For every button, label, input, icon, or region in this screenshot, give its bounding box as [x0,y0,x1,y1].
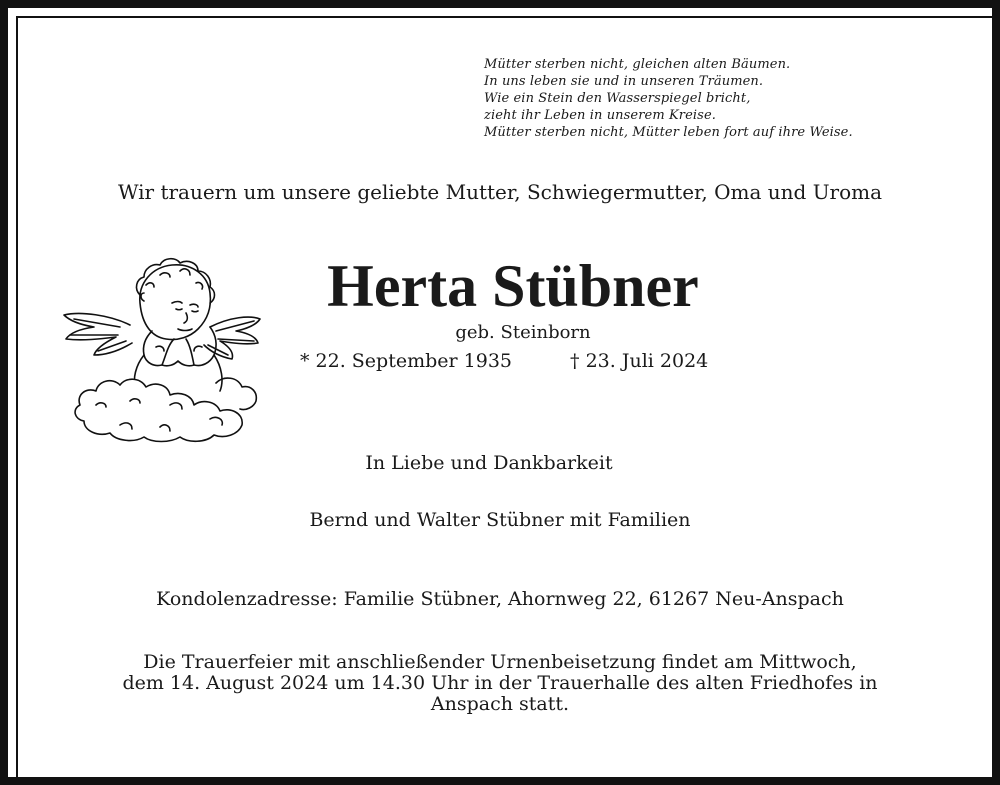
birth-name: geb. Steinborn [455,322,591,343]
ceremony-notice [0,652,1000,715]
dedication: In Liebe und Dankbarkeit [365,452,613,474]
poem-line: Mütter sterben nicht, gleichen alten Bäumen. [484,57,791,72]
birth-date: * 22. September 1935 [300,350,512,372]
ceremony-line: dem 14. August 2024 um 14.30 Uhr in der Trauerhalle des alten Friedhofes in [122,672,878,694]
poem-line: In uns leben sie und in unseren Träumen. [484,74,764,89]
death-date: † 23. Juli 2024 [570,350,709,372]
poem [484,56,853,141]
deceased-name: Herta Stübner [327,253,699,319]
mourning-intro: Wir trauern um unsere geliebte Mutter, Schwiegermutter, Oma und Uroma [117,180,883,204]
condolence-address: Kondolenzadresse: Familie Stübner, Ahornweg 22, 61267 Neu-Anspach [156,588,844,610]
ceremony-line: Anspach statt. [430,693,570,715]
mourners: Bernd und Walter Stübner mit Familien [309,509,691,531]
poem-line: zieht ihr Leben in unserem Kreise. [484,108,716,123]
ceremony-line: Die Trauerfeier mit anschließender Urnenbeisetzung findet am Mittwoch, [143,651,857,673]
poem-line: Mütter sterben nicht, Mütter leben fort auf ihre Weise. [484,125,853,140]
poem-line: Wie ein Stein den Wasserspiegel bricht, [484,91,751,106]
life-dates [300,350,708,372]
